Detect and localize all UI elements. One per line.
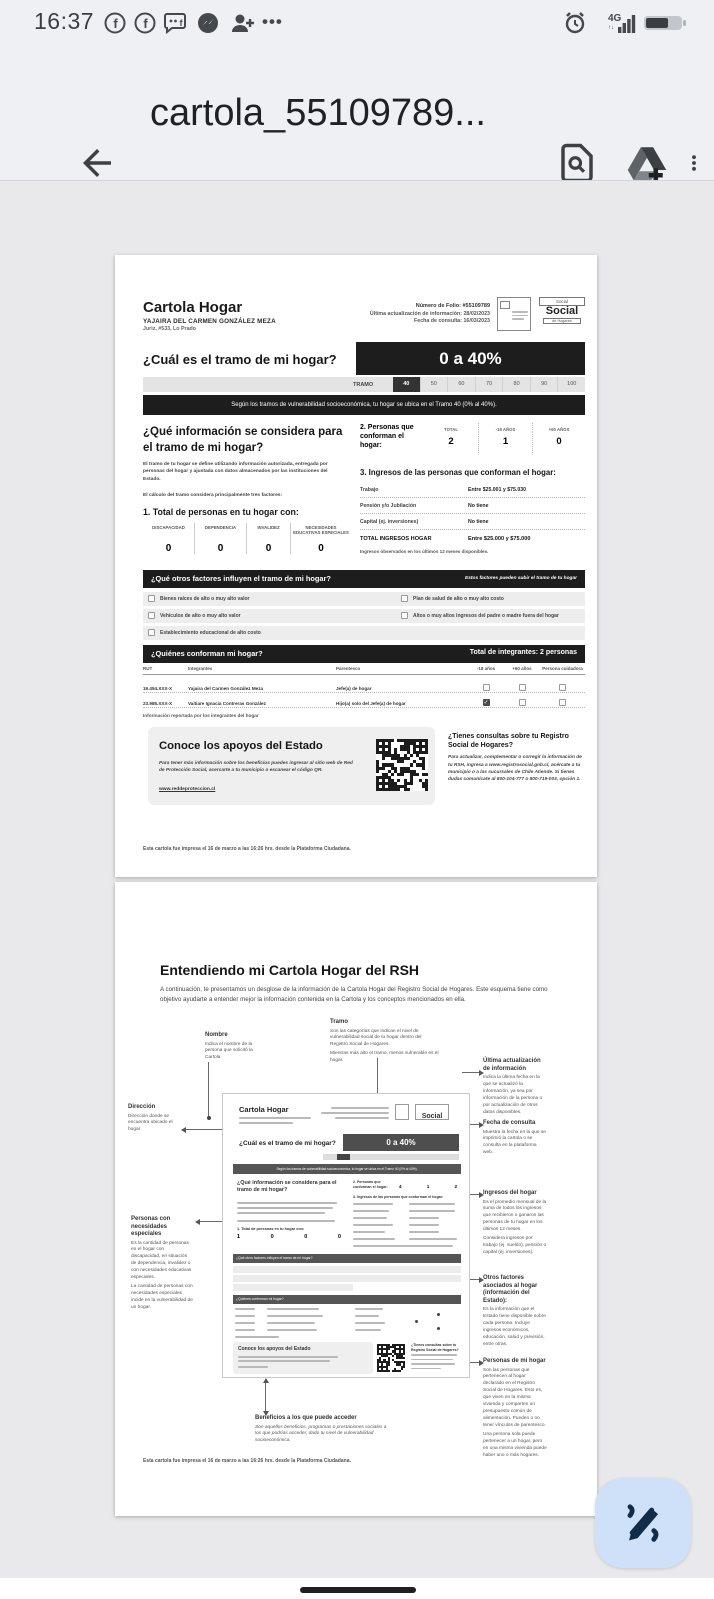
member-row: 19.454.XXX-X Yajaira del Carmen González Meza Jefe(a) de hogar (143, 679, 585, 693)
factor-row: Bienes raíces de alto o muy alto valor Plan de salud de alto o muy alto costo (143, 592, 585, 606)
folio-number: Número de Folio: #55109789 (415, 303, 490, 309)
pdf-page-1 (115, 255, 597, 877)
tramo-question: ¿Cuál es el tramo de mi hogar? (143, 352, 337, 367)
consults-title: ¿Tienes consultas sobre tu Registro Social de Hogares? (448, 733, 569, 750)
messenger-icon (196, 11, 220, 35)
annotation-direccion: Dirección Dirección donde se encuentra ubicado el hogar (128, 1104, 173, 1133)
mini-people-values: 4 1 2 (399, 1184, 457, 1189)
pdf-page-2 (115, 882, 597, 1516)
gesture-pill[interactable] (300, 1587, 416, 1593)
annotation-necesidades: Personas con necesidades especiales Es la cantidad de personas en el hogar con discapacidad, en situación de dependencia, invalidez o con necesidades educativas especiales. La cantidad de personas con necesidades especiales incide en la vulnerabilidad de un hogar. (131, 1216, 193, 1311)
member-row: 23.985.XXX-X Vaitiare Ignacia Contreras González Hijo(a) solo del Jefe(a) de hogar ✓ (143, 694, 585, 708)
holder-name: YAJAIRA DEL CARMEN GONZÁLEZ MEZA (143, 318, 276, 325)
tramo-scale-label: TRAMO (353, 381, 374, 388)
consults-block (448, 732, 586, 784)
income-note: Ingresos observados en los últimos 12 meses disponibles. (360, 549, 489, 554)
add-to-drive-button[interactable] (626, 142, 668, 184)
consults-text: Para actualizar, complementar o corregir la información de tu RSH, ingresa a www.registrosocial.gob.cl, acércate a tu municipio o a las sucursales de Chile Atiende. Si tienes dudas comunícate al 800-104-777 o 800-719-003, opción 1. (448, 755, 582, 783)
tramo-scale-cells: 40 50 60 70 80 90 100 (393, 377, 585, 392)
factors-note: Estos factores pueden subir el tramo de tu hogar (465, 576, 577, 581)
annotation-otros-factores: Otros factores asociados al hogar (información del Estado): Es la información que el Estado tiene disponible sobre cada persona. Incluye ingresos económicos, educación, salud y previsión, entre otras. (483, 1275, 546, 1347)
info-paragraph-2: El cálculo del tramo considera principalmente tres factores: (143, 493, 283, 498)
annotation-personas: Personas de mi hogar Son las personas que pertenecen al hogar declarado en el Registro Social de Hogares. Esto es, que viven en la misma vivienda y comparten un presupuesto común de alimentación. Pueden o no tener vínculos de parentesco. Una persona sola puede pertenecer a un hogar, pero en una misma vivienda puede haber uno o más hogares. (483, 1358, 547, 1458)
over60-checkbox (519, 684, 526, 691)
mini-tramo-box: 0 a 40% (343, 1134, 459, 1151)
special-needs-table: DISCAPACIDAD DEPENDENCIA INVALIDEZ NECESIDADES EDUCATIVAS ESPECIALES 0 0 0 0 (143, 523, 351, 554)
logo-wordmark: Social (545, 305, 579, 317)
supports-text: Para tener más información sobre los beneficios puedes ingresar al sitio web de Red de Protección Social, acercarte a tu municipio o escanear el código QR. (159, 761, 353, 774)
factor-checkbox (148, 629, 155, 636)
pdf-viewer[interactable] (0, 180, 714, 1578)
mini-qr-code (377, 1344, 405, 1372)
page2-footer: Esta cartola fue impresa el 16 de marzo a las 16:26 hrs. desde la Plataforma Ciudadana. (143, 1458, 351, 1464)
annotation-beneficios: Beneficios a los que puede acceder Son aquellos beneficios, programas o prestaciones sociales a los que podrías acceder, dado tu nivel de vulnerabilidad socioeconómica. (255, 1415, 387, 1444)
caregiver-checkbox (559, 699, 566, 706)
annotation-nombre: Nombre Indica el nombre de la persona que solicitó la Cartola (205, 1032, 253, 1061)
over60-checkbox (519, 699, 526, 706)
members-header-row: RUT Integrantes Parentesco -18 años +60 años Persona cuidadora (143, 666, 585, 675)
factor1-title: 1. Total de personas en tu hogar con: (143, 507, 299, 517)
app-toolbar (0, 46, 714, 180)
holder-address: Juriz, #533, Lo Prado (143, 326, 196, 332)
info-paragraph-1: El tramo de tu hogar se define utilizando información autorizada, entregada por personas del hogar y ajustada con datos almacenados por las instituciones del Estado. (143, 462, 328, 482)
mini-cartola-diagram: Cartola Hogar Social ¿Cuál es el tramo de mi hogar? 0 a 40% Según los tramos de vulnerabilidad socioeconómica, tu hogar se ubica en el Tramo 40 (0% al 40%). ¿Qué información se considera para el tramo de mi hogar? 1. Total de personas en tu hogar con: 1 0 0 0 2. Personas que conforman el hogar: 4 1 2 3. Ingresos de las personas que conforman el hogar: ¿Qué otros factores influyen el tramo de mi hogar? ¿Quiénes conforman mi hogar? Conoce los apoyos del Estado ¿Tienes consultas sobre tu Registro Social de Hogares? (222, 1093, 470, 1378)
mini-factor-row (233, 1284, 353, 1291)
registro-social-logo: Social Social de Hogares (539, 297, 585, 333)
info-heading: ¿Qué información se considera para el tramo de mi hogar? (143, 426, 343, 454)
document-title: cartola_55109789... (150, 92, 486, 134)
overflow-menu-button[interactable] (684, 142, 704, 184)
members-note: Información reportada por los integrantes del hogar (143, 713, 259, 718)
svg-text:f: f (143, 16, 148, 31)
find-in-page-button[interactable] (556, 142, 598, 184)
under18-checkbox-checked: ✓ (483, 700, 489, 707)
income-title: 3. Ingresos de las personas que conforman el hogar: (360, 468, 556, 477)
mini-banner: Según los tramos de vulnerabilidad socioeconómica, tu hogar se ubica en el Tramo 40 (0% al 40%). (233, 1164, 461, 1174)
page2-title: Entendiendo mi Cartola Hogar del RSH (160, 962, 420, 978)
members-total: Total de integrantes: 2 personas (469, 649, 577, 656)
gesture-navigation-bar (0, 1578, 714, 1599)
annotate-fab-button[interactable] (595, 1478, 691, 1568)
svg-text:4G: 4G (608, 13, 622, 24)
factor-checkbox (401, 612, 408, 619)
mini-tramo-scale (323, 1154, 459, 1160)
mini-needs-values: 1 0 0 0 (237, 1234, 341, 1240)
mini-consults: ¿Tienes consultas sobre tu Registro Social de Hogares? (411, 1343, 461, 1372)
caregiver-checkbox (559, 684, 566, 691)
factor-checkbox (401, 595, 408, 602)
battery-icon (642, 11, 688, 35)
annotation-tramo: Tramo Son las categorías que indican el nivel de vulnerabilidad social de tu hogar dentro del Registro Social de Hogares. Mientras más alto el tramo, menos vulnerable es el hogar. (330, 1019, 439, 1064)
mini-factors-banner: ¿Qué otros factores influyen el tramo de mi hogar? (233, 1254, 461, 1263)
mini-members-banner: ¿Quiénes conforman mi hogar? (233, 1295, 461, 1304)
income-table: Trabajo Entre $25.001 y $75.030 Pensión y/o Jubilación No tiene Capital (ej. inversiones) No tiene TOTAL INGRESOS HOGAR Entre $25.000 y $75.000 Ingresos observados en los últimos 12 meses disponibles. (360, 482, 585, 554)
alarm-icon (563, 11, 587, 35)
status-bar (0, 0, 714, 46)
people-table: 2. Personas que conforman el hogar: TOTAL -18 AÑOS +60 AÑOS 2 1 0 (360, 423, 585, 453)
qr-code (376, 739, 428, 791)
more-notifications-icon: ••• (262, 12, 283, 31)
pen-scribble-icon (617, 1536, 669, 1551)
back-button[interactable] (76, 142, 118, 184)
mini-factor-row (233, 1275, 461, 1282)
mini-social-logo: Social (415, 1104, 449, 1120)
network-4g-signal-icon (596, 11, 636, 35)
supports-box (148, 727, 435, 805)
annotation-ingresos: Ingresos del hogar Es el promedio mensual de la suma de todos los ingresos que recibieron o ganaron las personas de tu hogar en los últimos 12 meses. Considera ingresos por trabajo (ej. sueldo), pensión o capital (ej. inversiones). (483, 1190, 547, 1256)
person-add-icon (228, 11, 258, 35)
cartola-title: Cartola Hogar (143, 299, 243, 316)
annotation-fecha-consulta: Fecha de consulta Muestra la fecha en la que se imprimió la cartola o se consulta en la plataforma web. (483, 1120, 546, 1156)
tramo-value-box: 0 a 40% (356, 342, 585, 375)
tramo-result-banner: Según los tramos de vulnerabilidad socioeconómica, tu hogar se ubica en el Tramo 40 (0% al 40%). (143, 395, 585, 415)
members-banner: ¿Quiénes conforman mi hogar? Total de integrantes: 2 personas (143, 645, 585, 663)
factor-checkbox (148, 595, 155, 602)
status-time: 16:37 (34, 8, 95, 34)
annotation-actualizacion: Última actualización de información Indica la última fecha en la que se actualizó la información, ya sea por información de la persona o por actualización de otros datos disponibles. (483, 1058, 543, 1115)
svg-text:f: f (179, 18, 183, 28)
facebook-icon (133, 11, 157, 35)
page1-footer: Esta cartola fue impresa el 16 de marzo a las 16:26 hrs. desde la Plataforma Ciudadana. (143, 846, 351, 852)
government-crest-logo (497, 297, 531, 331)
mini-crest-logo (395, 1104, 409, 1120)
supports-title: Conoce los apoyos del Estado (159, 740, 323, 752)
factor-row: Establecimiento educacional de alto costo (143, 626, 585, 640)
supports-link[interactable]: www.reddeproteccion.cl (159, 787, 216, 792)
consult-date: Fecha de consulta: 16/03/2023 (414, 318, 490, 324)
page2-intro: A continuación, te presentamos un desglose de la información de la Cartola Hogar del Registro Social de Hogares. Este esquema tiene como objetivo ayudarte a entender mejor la información contenida en la Cartola y los conceptos mencionados en ella. (160, 986, 548, 1003)
factors-banner: ¿Qué otros factores influyen el tramo de mi hogar? Estos factores pueden subir el tramo de tu hogar (143, 570, 585, 588)
factor-row: Vehículos de alto o muy alto valor Altos o muy altos ingresos del padre o madre fuera del hogar (143, 609, 585, 623)
mini-supports-box: Conoce los apoyos del Estado (233, 1342, 373, 1374)
tramo-scale (143, 377, 585, 392)
under18-checkbox (483, 684, 490, 691)
updated-date: Última actualización de información: 28/02/2023 (369, 311, 490, 317)
facebook-icon (103, 11, 127, 35)
svg-text:f: f (113, 16, 118, 31)
chat-bubble-icon (163, 11, 187, 35)
svg-text:↑↓: ↑↓ (608, 25, 614, 31)
mini-factor-row (233, 1266, 461, 1273)
factor-checkbox (148, 612, 155, 619)
